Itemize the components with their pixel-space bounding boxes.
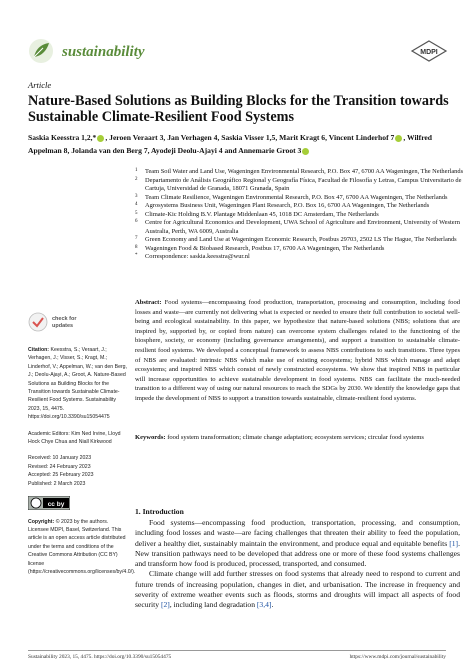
- affiliation: 6 Centre for Agricultural Economics and Development, UWA School of Agriculture and Environment, University of Western Australia, Perth, WA 6009, Australia: [135, 219, 460, 235]
- affiliation: 8 Wageningen Food & Biobased Research, Postbus 17, 6700 AA Wageningen, The Netherlands: [135, 244, 385, 252]
- footer-journal-link[interactable]: https://www.mdpi.com/journal/sustainability: [349, 654, 446, 660]
- journal-header: [28, 38, 448, 70]
- footer-citation[interactable]: Sustainability 2023, 15, 4475. https://doi.org/10.3390/su15054475: [28, 654, 172, 660]
- publication-dates: Received: 10 January 2023 Revised: 24 February 2023 Accepted: 25 February 2023 Published: 2 March 2023: [28, 455, 94, 487]
- cc-by-license-icon[interactable]: [28, 496, 70, 510]
- check-for-updates-button[interactable]: [28, 310, 128, 342]
- keywords: [135, 433, 460, 443]
- check-updates-icon: [28, 312, 48, 332]
- affiliation: 1 Team Soil Water and Land Use, Wageningen Environmental Research, P.O. Box 47, 6700 AA Wageningen, The Netherlands: [135, 168, 464, 175]
- keywords-label: Keywords:: [135, 434, 166, 441]
- article-type: Article: [28, 80, 52, 90]
- author[interactable]: Marit Kragt 6: [279, 133, 326, 142]
- section-heading: 1. Introduction: [135, 507, 184, 516]
- affiliation: 5 Climate-Kic Holding B.V. Plantage Middenlaan 45, 1018 DC Amsterdam, The Netherlands: [135, 210, 379, 218]
- academic-editors: Academic Editors: Kim Ned Irvine, Lloyd Hock Chye Chua and Niall Kirkwood: [28, 430, 121, 446]
- mdpi-logo-text: MDPI: [420, 49, 438, 56]
- abstract-text: Food systems—encompassing food production, transportation, processing and consumption, including food losses and waste—are currently not delivering what is expected or needed to ensure their full contribution to societal well-being and ecological sustainability. In this paper, we hypothesize that nature-based solutions (NBS; solutions that are inspired by, supported by, or copied from nature) can overcome system challenges related to the functioning of the biosphere, society, or economy (including governance arrangements), and support a transition to sustainable climate-resilient food systems. We developed a conceptual framework to assess NBS contributions to such transitions. Three types of NBS are evaluated: intrinsic NBS which make use of existing ecosystems; hybrid NBS which manage and adapt ecosystems; and inspired NBS which consist of newly constructed ecosystems. We show that inspired NBS in particular will increase opportunities to achieve sustainable development in food systems. NBS can facilitate the much-needed transition to a different way of using our natural resources to reach the SDGs by 2030. We identify the knowledge gaps that impede the development of NBS to support a transition towards sustainable, climate-resilient food systems.: [135, 299, 461, 402]
- page-footer: [28, 650, 446, 660]
- correspondence[interactable]: * Correspondence: saskia.keesstra@wur.nl: [135, 253, 250, 260]
- paragraph: Climate change will add further stresses on food systems that already need to respond to current and future trends of increasing population, changes in diet, and urbanisation. The increase in frequency and severity of extreme weather events such as floods, storms and droughts will impact all aspects of food security [2], including land degradation [3,4].: [135, 569, 460, 610]
- article-sidebar: [28, 310, 136, 584]
- copyright-block: Copyright: © 2023 by the authors. Licensee MDPI, Basel, Switzerland. This article is an open access article distributed under the terms and conditions of the Creative Commons Attribution (CC BY) license (https://creativecommons.org/licenses/by/4.0/).: [28, 518, 136, 575]
- affiliation: 3 Team Climate Resilience, Wageningen Environmental Research, P.O. Box 47, 6700 AA Wageningen, The Netherlands: [135, 193, 448, 201]
- abstract: [135, 298, 460, 404]
- article-title: Nature-Based Solutions as Building Blocks for the Transition towards Sustainable Climate-Resilient Food Systems: [28, 93, 449, 125]
- author[interactable]: Vincent Linderhof 7: [328, 133, 395, 142]
- author[interactable]: Jeroen Veraart 3: [109, 133, 164, 142]
- affiliation: 2 Departamento de Análisis Geográfico Regional y Geografía Física, Facultad de Filosofía y Letras, Campus Universitario de Cartuja, Universidad de Granada, 18071 Granada, Spain: [135, 176, 462, 192]
- author[interactable]: Ayodeji Deolu-Ajayi 4: [151, 146, 223, 155]
- journal-logo-icon: [28, 38, 54, 64]
- orcid-icon[interactable]: [302, 148, 309, 155]
- orcid-icon[interactable]: [97, 135, 104, 142]
- affiliations: [135, 168, 465, 262]
- keywords-text: food system transformation; climate change adaptation; ecosystem services; circular food systems: [167, 434, 424, 441]
- author[interactable]: Saskia Keesstra 1,2,*: [28, 133, 97, 142]
- author[interactable]: Annemarie Groot 3: [238, 146, 302, 155]
- mdpi-logo-icon[interactable]: [410, 40, 448, 62]
- check-updates-label: check for updates: [52, 316, 77, 329]
- author-list: Saskia Keesstra 1,2,* , Jeroen Veraart 3, Jan Verhagen 4, Saskia Visser 1,5, Marit Kragt 6, Vincent Linderhof 7 , Wilfred Appelman 8, Jolanda van den Berg 7, Ayodeji Deolu-Ajayi 4 and Annemarie Groot 3: [28, 133, 433, 155]
- abstract-label: Abstract:: [135, 299, 162, 306]
- author[interactable]: Jolanda van den Berg 7: [71, 146, 148, 155]
- cc-by-label: cc by: [47, 501, 65, 509]
- author[interactable]: Saskia Visser 1,5: [221, 133, 276, 142]
- affiliation: 4 Agrosystems Business Unit, Wageningen Plant Research, P.O. Box 16, 6700 AA Wageningen, The Netherlands: [135, 202, 430, 209]
- affiliation: 7 Green Economy and Land Use at Wageningen Economic Research, Postbus 29703, 2502 LS The Hague, The Netherlands: [135, 236, 457, 243]
- introduction-body: [135, 518, 460, 611]
- reference-link[interactable]: [1]: [449, 538, 459, 548]
- journal-name[interactable]: sustainability: [62, 44, 145, 60]
- author[interactable]: Wilfred Appelman 8: [28, 133, 433, 155]
- reference-link[interactable]: [2]: [160, 600, 170, 610]
- paragraph: Food systems—encompassing food production, transportation, processing, and consumption, including food losses and waste—are facing challenges that threaten their ability to feed the population, deliver a healthy diet, sustainably maintain the environment, and produce equal and equitable benefits [1]. New transition pathways need to be developed that address one or more of these food systems challenges and transform how food is produced, processed, transported, and consumed.: [135, 518, 460, 569]
- author[interactable]: Jan Verhagen 4: [167, 133, 218, 142]
- citation-block: Citation: Keesstra, S.; Veraart, J.; Verhagen, J.; Visser, S.; Kragt, M.; Linderhof, V.; Appelman, W.; van den Berg, J.; Deolu-Ajayi, A.; Groot, A. Nature-Based Solutions as Building Blocks for the Transition towards Sustainable Climate-Resilient Food Systems. Sustainability 2023, 15, 4475. https://doi.org/10.3390/su15054475: [28, 347, 128, 421]
- reference-link[interactable]: [3,4]: [256, 600, 272, 610]
- orcid-icon[interactable]: [395, 135, 402, 142]
